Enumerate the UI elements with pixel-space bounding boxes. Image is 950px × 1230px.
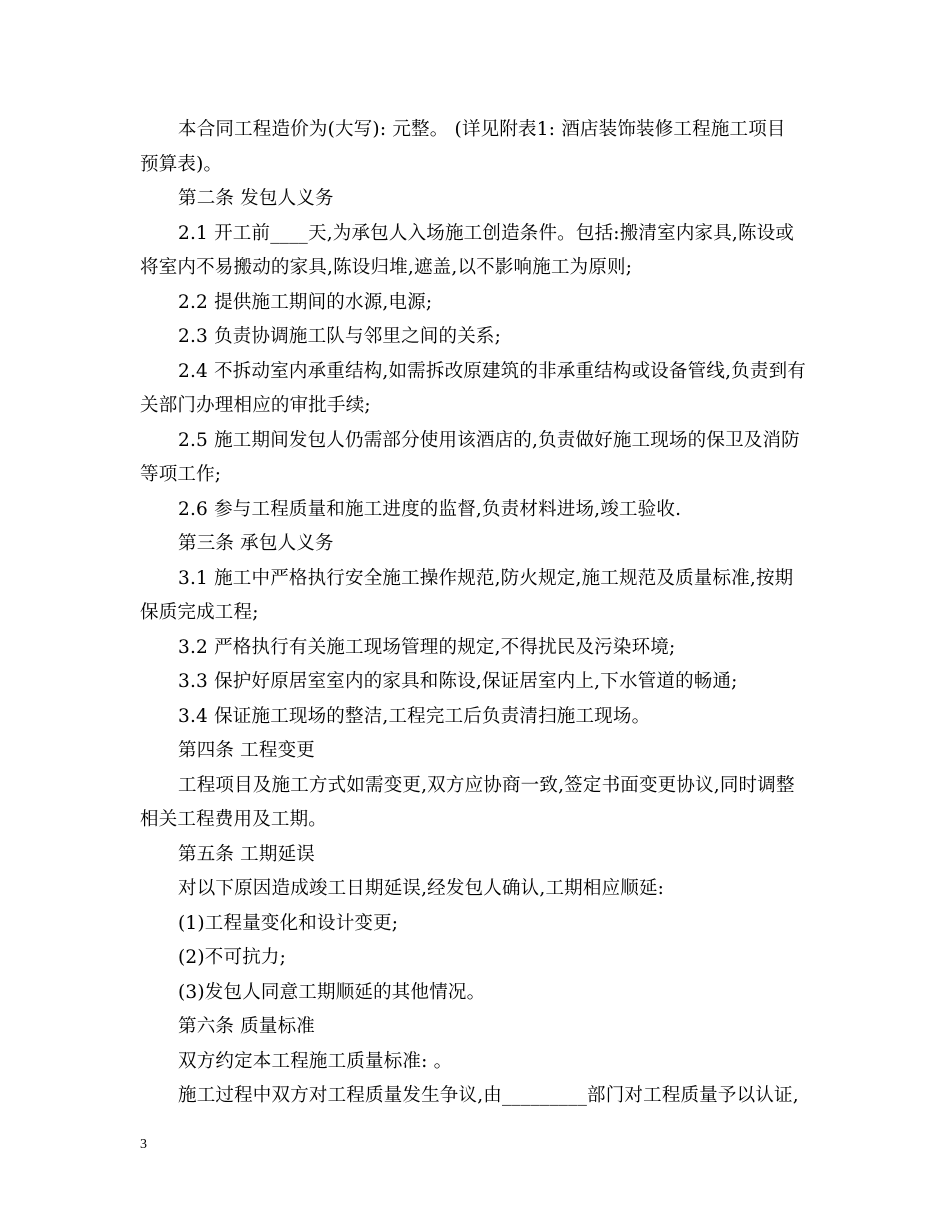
- text-line: 2.3 负责协调施工队与邻里之间的关系;: [178, 326, 502, 347]
- text-line: 预算表)。: [140, 153, 223, 175]
- text-line: 第四条 工程变更: [178, 740, 315, 761]
- text-line: 施工过程中双方对工程质量发生争议,由_________部门对工程质量予以认证,: [178, 1085, 799, 1106]
- text-line: 3.4 保证施工现场的整洁,工程完工后负责清扫施工现场。: [178, 705, 651, 727]
- text-line: 2.6 参与工程质量和施工进度的监督,负责材料进场,竣工验收.: [178, 498, 682, 520]
- text-line: 2.1 开工前____天,为承包人入场施工创造条件。包括:搬清室内家具,陈设或: [178, 222, 795, 244]
- text-line: 第三条 承包人义务: [178, 533, 334, 554]
- text-line: 双方约定本工程施工质量标准: 。: [178, 1050, 453, 1072]
- text-line: (1)工程量变化和设计变更;: [178, 912, 399, 934]
- text-line: 第二条 发包人义务: [178, 188, 334, 209]
- text-line: 第五条 工期延误: [178, 843, 315, 865]
- text-line: (3)发包人同意工期顺延的其他情况。: [178, 981, 486, 1003]
- text-line: 对以下原因造成竣工日期延误,经发包人确认,工期相应顺延:: [178, 878, 665, 899]
- text-line: 2.5 施工期间发包人仍需部分使用该酒店的,负责做好施工现场的保卫及消防: [178, 429, 800, 451]
- text-line: 2.4 不拆动室内承重结构,如需拆改原建筑的非承重结构或设备管线,负责到有: [178, 360, 806, 382]
- text-line: 保质完成工程;: [140, 602, 259, 623]
- text-line: 将室内不易搬动的家具,陈设归堆,遮盖,以不影响施工为原则;: [140, 257, 633, 278]
- text-line: 2.2 提供施工期间的水源,电源;: [178, 291, 433, 313]
- page-number: 3: [140, 1137, 147, 1152]
- text-line: 关部门办理相应的审批手续;: [140, 395, 371, 416]
- text-line: 3.2 严格执行有关施工现场管理的规定,不得扰民及污染环境;: [178, 636, 676, 658]
- text-line: 本合同工程造价为(大写): 元整。 (详见附表1: 酒店装饰装修工程施工项目: [178, 119, 786, 140]
- text-line: 工程项目及施工方式如需变更,双方应协商一致,签定书面变更协议,同时调整: [178, 774, 795, 796]
- text-line: 相关工程费用及工期。: [140, 809, 328, 830]
- text-line: 等项工作;: [140, 464, 222, 485]
- text-line: 第六条 质量标准: [178, 1016, 315, 1037]
- text-line: 3.1 施工中严格执行安全施工操作规范,防火规定,施工规范及质量标准,按期: [178, 567, 794, 589]
- text-line: 3.3 保护好原居室室内的家具和陈设,保证居室内上,下水管道的畅通;: [178, 671, 738, 692]
- document-body: [140, 113, 812, 1114]
- text-line: (2)不可抗力;: [178, 947, 287, 968]
